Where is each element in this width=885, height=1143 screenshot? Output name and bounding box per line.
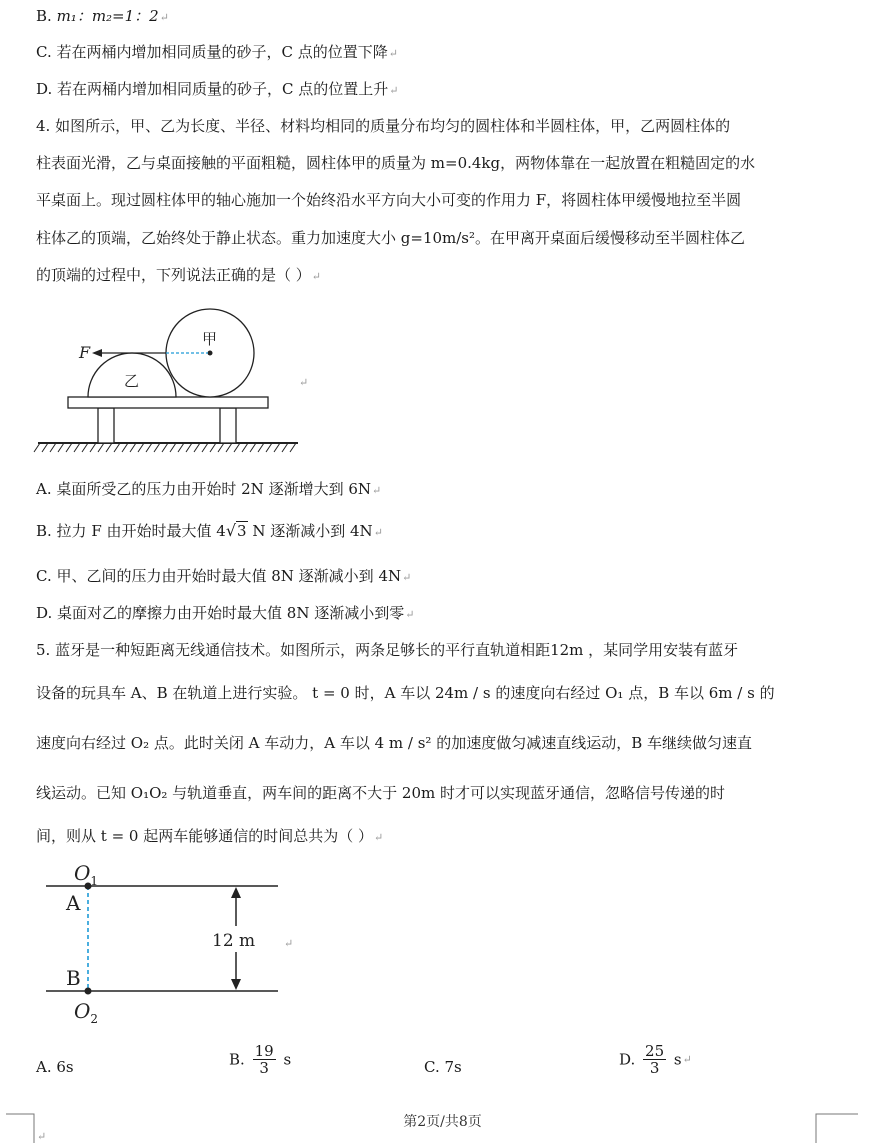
q5-option-b-unit: s <box>283 1050 292 1069</box>
q4-option-b <box>36 521 383 543</box>
q4-option-c <box>36 566 411 588</box>
label-force: F <box>79 343 91 362</box>
q5-option-b <box>229 1043 291 1076</box>
q5-option-b-denominator: 3 <box>259 1059 269 1077</box>
q4-stem-line-1: 4. 如图所示，甲、乙为长度、半径、材料均相同的质量分布均匀的圆柱体和半圆柱体，甲，乙两圆柱体的 <box>36 117 731 135</box>
paragraph-mark: ↵ <box>159 11 169 24</box>
label-o2: $O_2$ <box>74 999 99 1026</box>
cylinder-jia-axis <box>208 351 213 356</box>
q3-option-c <box>36 42 398 64</box>
q4-figure <box>30 300 310 460</box>
paragraph-mark: ↵ <box>373 831 384 844</box>
label-o1: $O_1$ <box>74 861 99 888</box>
table-leg-right <box>220 408 236 443</box>
q3-option-c-text: C. 若在两桶内增加相同质量的砂子，C 点的位置下降 <box>36 43 388 61</box>
paragraph-mark: ↵ <box>389 84 399 97</box>
q5-stem-line-2: 设备的玩具车 A、B 在轨道上进行实验。 t = 0 时，A 车以 24m / s 的速度向右经过 O₁ 点，B 车以 6m / s 的 <box>36 684 775 702</box>
q4-option-b-root: 3 <box>237 522 247 540</box>
q4-option-a <box>36 479 381 501</box>
sqrt-symbol: √ <box>225 521 237 540</box>
table-top <box>68 397 268 408</box>
label-a: A <box>66 891 81 915</box>
label-yi: 乙 <box>124 372 140 390</box>
q3-option-b <box>36 6 169 28</box>
q4-stem-line-5 <box>36 265 321 287</box>
q5-option-b-prefix: B. <box>229 1050 245 1069</box>
q5-stem-line-1: 5. 蓝牙是一种短距离无线通信技术。如图所示，两条足够长的平行直轨道相距12m ，某同学用安装有蓝牙 <box>36 641 739 659</box>
q5-stem-line-3: 速度向右经过 O₂ 点。此时关闭 A 车动力，A 车以 4 m / s² 的加速度做匀减速直线运动，B 车继续做匀速直 <box>36 734 752 752</box>
q4-option-d-text: D. 桌面对乙的摩擦力由开始时最大值 8N 逐渐减小到零 <box>36 604 405 622</box>
force-arrowhead <box>92 349 102 357</box>
q5-option-b-numerator: 19 <box>254 1042 274 1060</box>
q5-option-d-fraction <box>643 1043 666 1076</box>
q3-option-d <box>36 79 399 101</box>
paragraph-mark: ↵ <box>284 937 294 950</box>
label-jia: 甲 <box>202 330 218 348</box>
q5-option-d-prefix: D. <box>619 1050 636 1069</box>
q5-option-b-fraction <box>253 1043 276 1076</box>
q3-option-d-text: D. 若在两桶内增加相同质量的砂子，C 点的位置上升 <box>36 80 389 98</box>
q3-option-b-prefix: B. <box>36 7 52 25</box>
paragraph-mark: ↵ <box>37 1130 47 1143</box>
q5-option-d-denominator: 3 <box>649 1059 660 1077</box>
q5-option-d-numerator: 25 <box>645 1042 665 1060</box>
q4-option-a-text: A. 桌面所受乙的压力由开始时 2N 逐渐增大到 6N <box>36 480 372 498</box>
distance-arrowhead-top <box>231 887 241 898</box>
paragraph-mark: ↵ <box>405 608 415 621</box>
q4-stem-line-3: 平桌面上。现过圆柱体甲的轴心施加一个始终沿水平方向大小可变的作用力 F，将圆柱体甲缓慢地拉至半圆 <box>36 191 742 209</box>
q5-option-a: A. 6s <box>36 1058 74 1076</box>
q4-stem-line-5-text: 的顶端的过程中，下列说法正确的是（ ） <box>36 266 311 284</box>
q5-option-c: C. 7s <box>424 1058 462 1076</box>
q4-stem-line-4: 柱体乙的顶端，乙始终处于静止状态。重力加速度大小 g=10m/s²。在甲离开桌面后缓慢移动至半圆柱体乙 <box>36 229 746 247</box>
paragraph-mark: ↵ <box>373 526 383 539</box>
q5-stem-line-4: 线运动。已知 O₁O₂ 与轨道垂直，两车间的距离不大于 20m 时才可以实现蓝牙通信，忽略信号传递的时 <box>36 784 726 802</box>
q5-figure <box>40 858 290 1026</box>
paragraph-mark: ↵ <box>388 47 398 60</box>
distance-label: 12 m <box>212 931 256 951</box>
distance-arrowhead-bottom <box>231 979 241 990</box>
paragraph-mark: ↵ <box>311 270 321 283</box>
q5-stem-line-5 <box>36 826 383 848</box>
q4-option-b-post: N 逐渐减小到 4N <box>247 522 373 540</box>
label-b: B <box>66 966 81 990</box>
q4-stem-line-2: 柱表面光滑，乙与桌面接触的平面粗糙，圆柱体甲的质量为 m=0.4kg，两物体靠在一起放置在粗糙固定的水 <box>36 154 756 172</box>
q4-option-d <box>36 603 414 625</box>
point-o2 <box>85 988 92 995</box>
paragraph-mark: ↵ <box>299 376 309 389</box>
q5-stem-line-5-text: 间，则从 t = 0 起两车能够通信的时间总共为（ ） <box>36 827 373 845</box>
paragraph-mark: ↵ <box>372 484 382 497</box>
q5-option-d-unit: s <box>673 1050 682 1069</box>
table-leg-left <box>98 408 114 443</box>
paragraph-mark: ↵ <box>402 571 412 584</box>
q3-option-b-body: m₁：m₂=1：2 <box>56 7 159 25</box>
q4-option-b-pre: B. 拉力 F 由开始时最大值 4 <box>36 522 226 540</box>
ground-hatching <box>34 443 296 452</box>
page-footer: 第2页/共8页 <box>403 1114 482 1130</box>
paragraph-mark: ↵ <box>682 1052 692 1066</box>
q4-option-c-text: C. 甲、乙间的压力由开始时最大值 8N 逐渐减小到 4N <box>36 567 402 585</box>
q5-option-d <box>619 1043 692 1076</box>
